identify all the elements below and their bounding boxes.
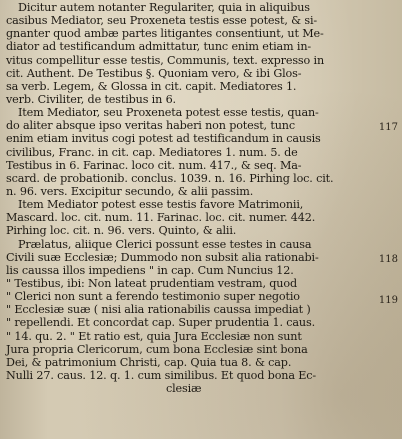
text-line: Jura propria Clericorum, cum bona Ecclesiæ sint bona [6,342,308,356]
text-line: lis caussa illos impediens " in cap. Cum Nuncius 12. [6,263,294,277]
margin-number: 119 [378,295,398,306]
text-line: cit. Authent. De Testibus §. Quoniam vero, & ibi Glos- [6,66,302,80]
text-line: Nulli 27. caus. 12. q. 1. cum similibus. Et quod bona Ec- [6,368,317,382]
text-line: scard. de probationib. conclus. 1039. n. 16. Pirhing loc. cit. [6,171,334,185]
text-line: " 14. qu. 2. " Et ratio est, quia Jura Ecclesiæ non sunt [6,329,302,343]
text-line: clesiæ [166,382,202,396]
text-line: enim etiam invitus cogi potest ad testificandum in causis [6,132,321,146]
text-line: Prælatus, aliique Clerici possunt esse testes in causa [18,237,312,251]
margin-number: 117 [378,122,398,133]
text-line: " Testibus, ibi: Non lateat prudentiam vestram, quod [6,276,297,290]
body-text [6,1,378,395]
text-line: casibus Mediator, seu Proxeneta testis esse potest, & si- [6,14,318,28]
text-line: Mascard. loc. cit. num. 11. Farinac. loc. cit. numer. 442. [6,211,316,225]
text-line: sa verb. Legem, & Glossa in cit. capit. Mediatores 1. [6,79,297,93]
text-line: Dei, & patrimonium Christi, cap. Quia tua 8. & cap. [6,355,292,369]
text-line: " Ecclesiæ suæ ( nisi alia rationabilis caussa impediat ) [6,303,311,317]
text-line: vitus compellitur esse testis, Communis, text. expresso in [6,53,324,67]
text-line: Dicitur autem notanter Regulariter, quia in aliquibus [18,1,310,14]
text-line: Item Mediator, seu Proxeneta potest esse testis, quan- [18,106,319,120]
text-line: Item Mediator potest esse testis favore Matrimonii, [18,198,304,212]
text-line: do aliter absque ipso veritas haberi non potest, tunc [6,119,295,133]
text-line: civilibus, Franc. in cit. cap. Mediatores 1. num. 5. de [6,145,298,159]
text-line: " Clerici non sunt a ferendo testimonio super negotio [6,290,300,304]
text-line: verb. Civiliter, de testibus in 6. [6,92,176,106]
text-line: Civili suæ Ecclesiæ; Dummodo non subsit alia rationabi- [6,250,319,264]
text-line: n. 96. vers. Excipitur secundo, & alii passim. [6,184,254,198]
text-line: Testibus in 6. Farinac. loco cit. num. 417., & seq. Ma- [6,158,302,172]
text-line: diator ad testificandum admittatur, tunc enim etiam in- [6,40,312,54]
text-line: Pirhing loc. cit. n. 96. vers. Quinto, & alii. [6,224,237,238]
margin-number: 118 [378,254,398,265]
text-line: " repellendi. Et concordat cap. Super prudentia 1. caus. [6,316,315,330]
text-line: gnanter quod ambæ partes litigantes consentiunt, ut Me- [6,27,324,41]
